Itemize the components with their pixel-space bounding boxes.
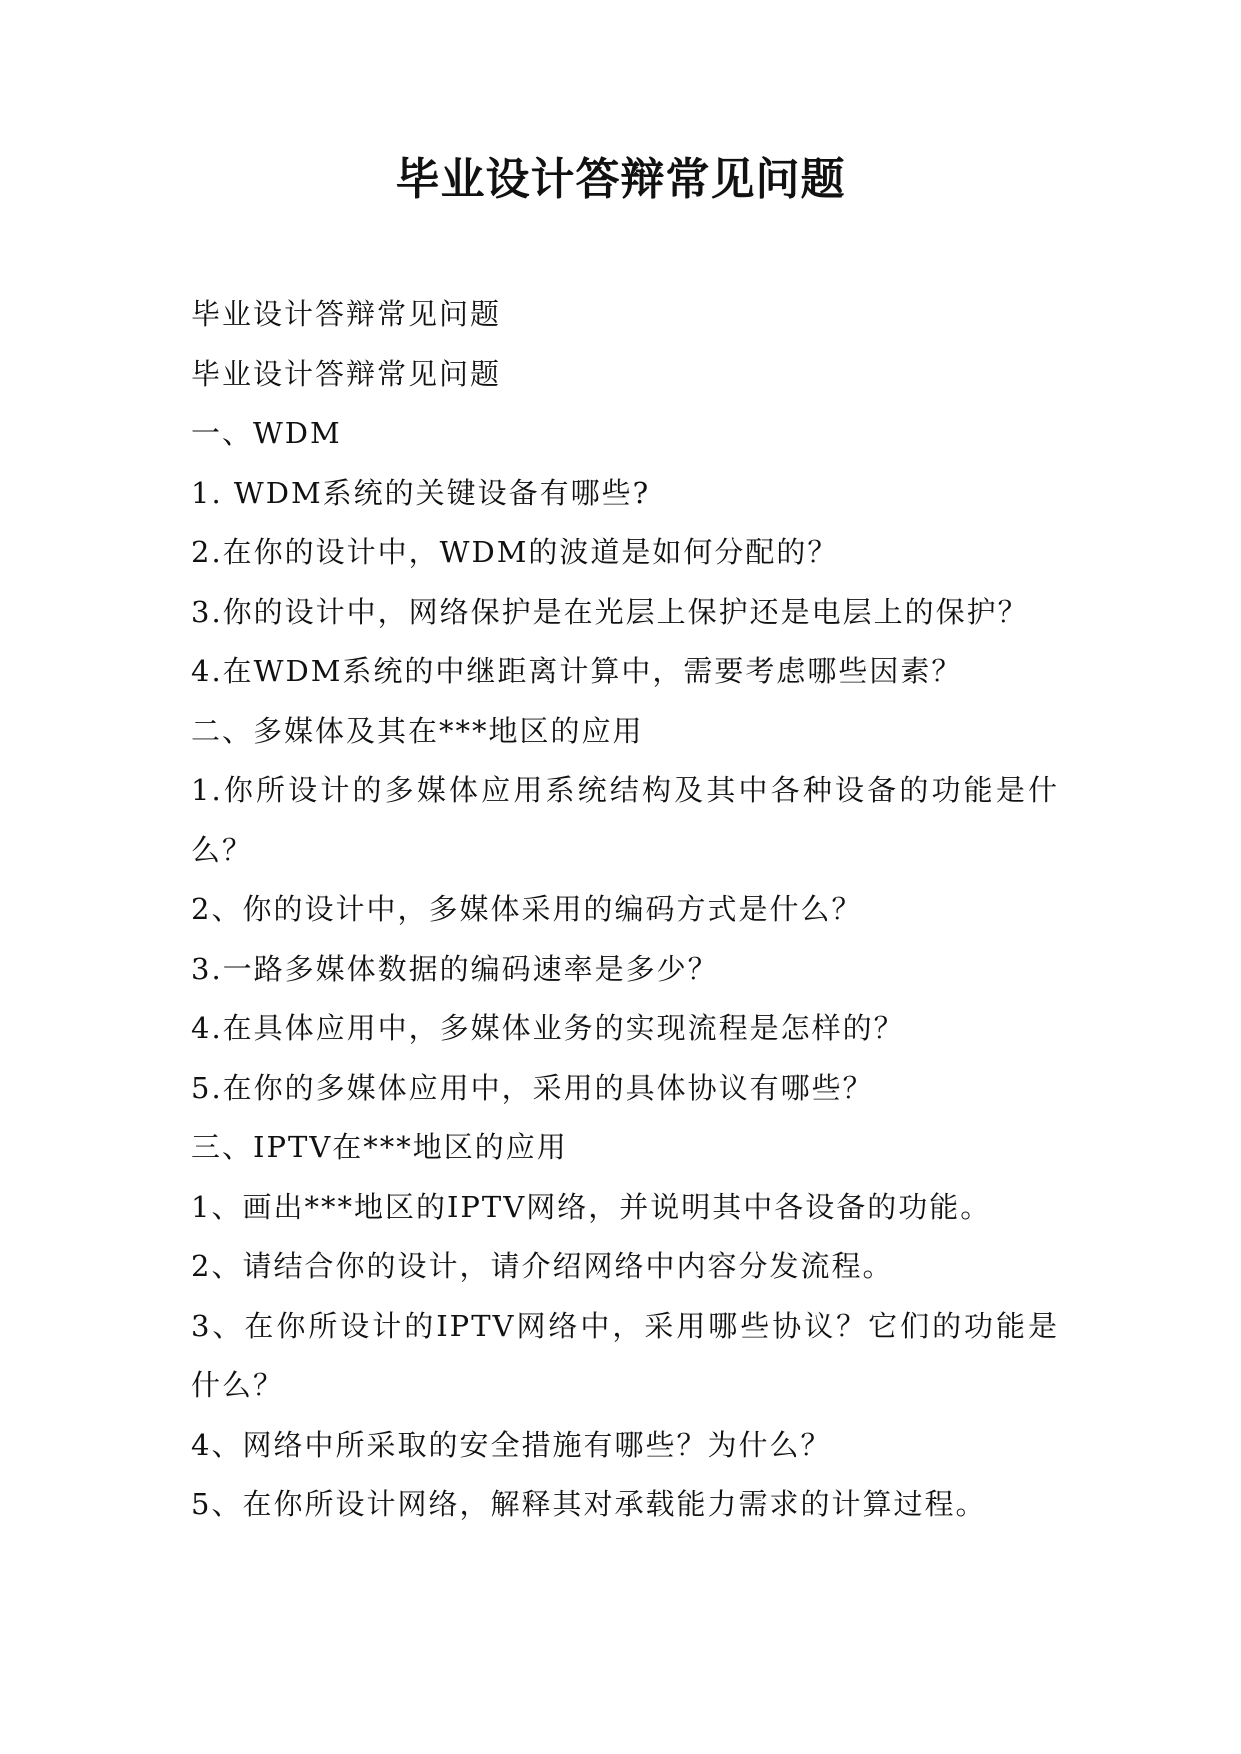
question-item: 5.在你的多媒体应用中，采用的具体协议有哪些？ [191, 1070, 874, 1105]
question-item: 3、在你所设计的IPTV网络中，采用哪些协议？它们的功能是什么？ [191, 1308, 1059, 1402]
question-item: 2、请结合你的设计，请介绍网络中内容分发流程。 [191, 1249, 894, 1283]
section-heading-multimedia: 二、多媒体及其在***地区的应用 [191, 713, 644, 748]
subtitle-line: 毕业设计答辩常见问题 [191, 356, 502, 391]
section-heading-wdm: 一、WDM [191, 416, 342, 450]
section-heading-iptv: 三、IPTV在***地区的应用 [191, 1130, 568, 1164]
question-item: 3.一路多媒体数据的编码速率是多少？ [191, 951, 719, 986]
question-item: 2.在你的设计中，WDM的波道是如何分配的？ [191, 535, 839, 569]
question-item: 2、你的设计中，多媒体采用的编码方式是什么？ [191, 892, 863, 926]
question-item: 3.你的设计中，网络保护是在光层上保护还是电层上的保护？ [191, 594, 1029, 629]
document-body [191, 285, 1059, 1535]
question-item: 1、画出***地区的IPTV网络，并说明其中各设备的功能。 [191, 1189, 992, 1224]
question-item: 4.在WDM系统的中继距离计算中，需要考虑哪些因素？ [191, 654, 963, 688]
question-item: 1.你所设计的多媒体应用系统结构及其中各种设备的功能是什么？ [191, 773, 1059, 867]
question-item: 4、网络中所采取的安全措施有哪些？为什么？ [191, 1427, 832, 1462]
question-item: 4.在具体应用中，多媒体业务的实现流程是怎样的？ [191, 1011, 905, 1045]
page-title: 毕业设计答辩常见问题 [395, 154, 846, 205]
question-item: 5、在你所设计网络，解释其对承载能力需求的计算过程。 [191, 1487, 987, 1521]
subtitle-line: 毕业设计答辩常见问题 [191, 297, 502, 331]
question-item: 1. WDM系统的关键设备有哪些? [191, 475, 651, 510]
